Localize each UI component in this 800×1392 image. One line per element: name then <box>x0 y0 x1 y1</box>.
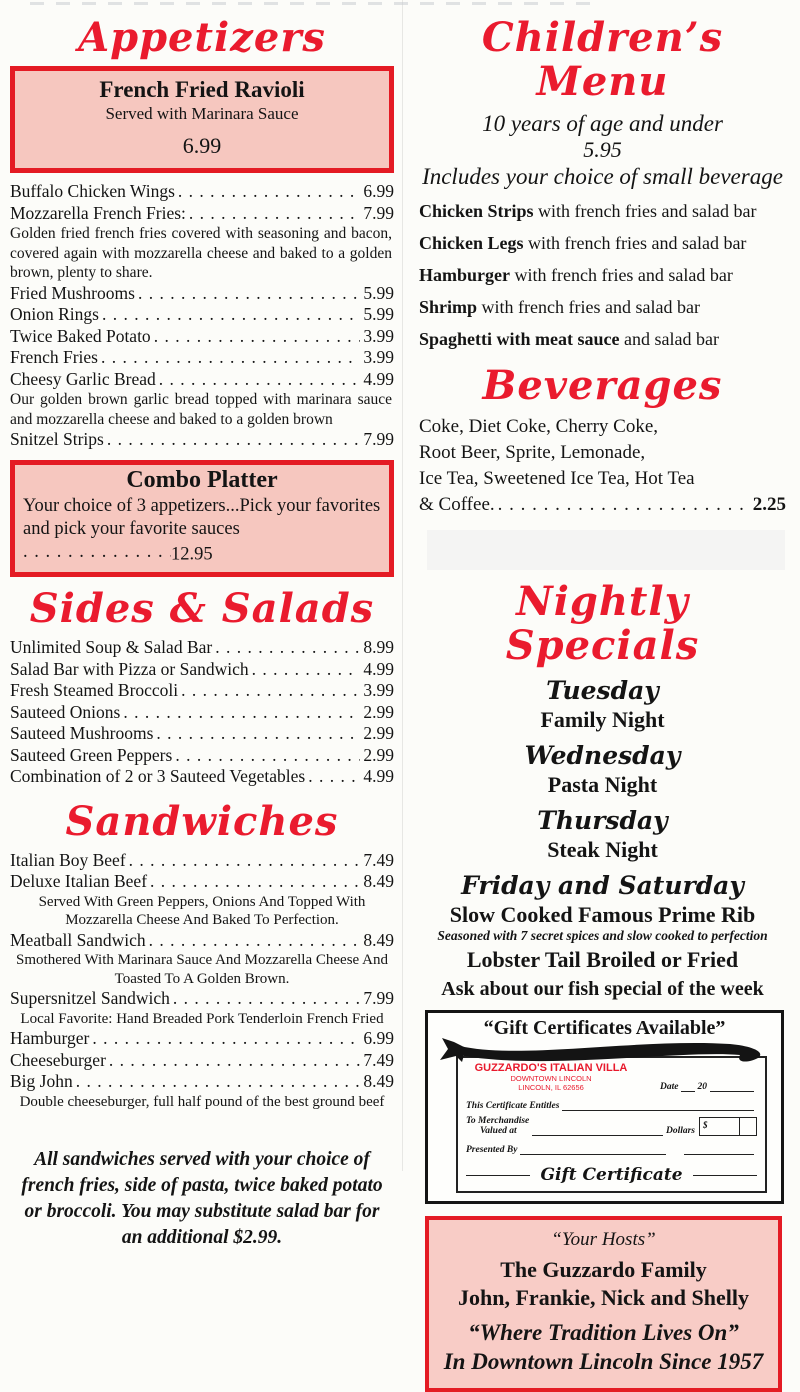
menu-item-price: 6.99 <box>363 1028 394 1048</box>
dollar-amount-box <box>699 1117 757 1136</box>
menu-item <box>10 871 394 930</box>
merchandise-row <box>466 1116 757 1136</box>
menu-item-subtext: Double cheeseburger, full half pound of the best ground beef <box>19 1093 385 1110</box>
footer-rule-right <box>693 1175 757 1176</box>
menu-item-name: Twice Baked Potato <box>10 325 151 346</box>
menu-item-price: 8.99 <box>363 637 394 657</box>
dot-leader <box>23 541 171 560</box>
entitles-row <box>466 1099 757 1111</box>
menu-item-row <box>10 850 394 872</box>
dot-leader <box>107 429 361 447</box>
menu-item <box>10 766 394 788</box>
beverages-lines <box>419 414 786 492</box>
special-note: Ask about our fish special of the week <box>441 978 764 1000</box>
menu-item-row <box>10 871 394 893</box>
menu-item-price: 7.49 <box>363 849 394 870</box>
menu-item <box>10 181 394 203</box>
menu-item <box>10 326 394 348</box>
menu-item-row <box>10 680 394 702</box>
menu-item-row <box>10 369 394 391</box>
combo-platter-title: Combo Platter <box>126 466 278 493</box>
menu-item-name: Onion Rings <box>10 304 99 324</box>
menu-item-row <box>10 347 394 369</box>
menu-item-row <box>10 766 394 788</box>
menu-item-row <box>10 702 394 724</box>
menu-item <box>10 283 394 305</box>
menu-item-row <box>10 930 394 952</box>
menu-item-name: Cheesy Garlic Bread <box>10 368 156 389</box>
menu-item-name: Combination of 2 or 3 Sauteed Vegetables <box>10 766 306 786</box>
dot-leader <box>150 871 360 889</box>
right-column <box>403 0 800 1374</box>
menu-item <box>10 930 394 989</box>
combo-platter-price: 12.95 <box>171 544 213 564</box>
menu-item <box>10 850 394 872</box>
certificate-business-block <box>466 1062 636 1092</box>
dot-leader <box>498 492 750 511</box>
dollar-sign: $ <box>700 1118 740 1135</box>
menu-item-name: French Fries <box>10 347 98 367</box>
childrens-item-name: Chicken Strips <box>419 201 534 221</box>
dot-leader <box>181 680 360 698</box>
certificate-footer <box>466 1165 757 1185</box>
hosts-family-name: The Guzzardo Family <box>500 1257 707 1282</box>
nightly-specials-list <box>419 676 786 1002</box>
dot-leader <box>102 304 360 322</box>
menu-item-subtext: Served With Green Peppers, Onions And Topped With Mozzarella Cheese And Baked To Perfection. <box>38 893 366 928</box>
menu-item-price: 7.99 <box>363 202 394 223</box>
menu-item <box>10 637 394 659</box>
special-subtext: Seasoned with 7 secret spices and slow cooked to perfection <box>437 928 768 943</box>
dot-leader <box>149 930 361 948</box>
hosts-location-line: In Downtown Lincoln Since 1957 <box>443 1349 764 1374</box>
menu-item-name: Sauteed Onions <box>10 701 121 722</box>
childrens-price: 5.95 <box>583 137 622 162</box>
dot-leader <box>101 347 360 365</box>
menu-item-price: 2.99 <box>363 723 394 743</box>
menu-item-name: Fresh Steamed Broccoli <box>10 680 179 700</box>
featured-item-desc: Served with Marinara Sauce <box>105 104 299 123</box>
menu-item-price: 2.99 <box>363 744 394 765</box>
sandwich-footnote: All sandwiches served with your choice of french fries, side of pasta, twice baked potato or broccoli. You may substitute salad bar for an additional $2.99. <box>21 1149 383 1248</box>
nightly-special-block <box>419 741 786 798</box>
beverages-heading: Beverages <box>482 362 723 409</box>
appetizers-list <box>10 181 394 451</box>
featured-item-price: 6.99 <box>182 133 222 158</box>
menu-item-row <box>10 181 394 203</box>
childrens-item-name: Chicken Legs <box>419 233 524 253</box>
menu-item-row <box>10 988 394 1010</box>
menu-item <box>10 680 394 702</box>
menu-item-row <box>10 326 394 348</box>
special-day: Wednesday <box>524 741 681 770</box>
childrens-item <box>419 232 786 254</box>
gift-certificate-box <box>425 1010 784 1204</box>
presented-blank-line <box>520 1143 666 1155</box>
dot-leader <box>154 326 361 344</box>
menu-item-price: 8.49 <box>363 871 394 891</box>
menu-item-name: Meatball Sandwich <box>10 929 146 950</box>
business-address-1: DOWNTOWN LINCOLN <box>510 1074 592 1083</box>
dot-leader <box>189 203 360 221</box>
business-address-2: LINCOLN, IL 62656 <box>518 1083 584 1092</box>
gift-certificate-form <box>456 1056 767 1193</box>
menu-item-name: Italian Boy Beef <box>10 849 126 870</box>
your-hosts-box <box>425 1216 782 1392</box>
menu-item-row <box>10 745 394 767</box>
special-title: Slow Cooked Famous Prime Rib <box>449 902 756 927</box>
menu-item <box>10 429 394 451</box>
menu-item-row <box>10 1071 394 1093</box>
sides-salads-list <box>10 637 394 788</box>
menu-item <box>10 723 394 745</box>
childrens-item <box>419 264 786 286</box>
childrens-item-rest: with french fries and salad bar <box>523 233 747 253</box>
menu-item-price: 4.99 <box>363 368 394 389</box>
sandwiches-heading: Sandwiches <box>65 797 339 845</box>
hosts-members: John, Frankie, Nick and Shelly <box>458 1285 749 1310</box>
footer-rule-left <box>466 1175 530 1176</box>
childrens-item-rest: with french fries and salad bar <box>533 201 757 221</box>
menu-item-price: 7.49 <box>363 1049 394 1070</box>
date-label: Date <box>660 1082 679 1092</box>
menu-item-price: 4.99 <box>363 658 394 679</box>
entitles-blank-line <box>562 1099 754 1111</box>
special-day: Thursday <box>537 806 668 835</box>
menu-item-name: Snitzel Strips <box>10 429 104 449</box>
appetizers-heading: Appetizers <box>78 14 326 61</box>
scan-artifact-gray-block <box>427 530 785 570</box>
beverage-line: Coke, Diet Coke, Cherry Coke, <box>419 416 659 437</box>
special-title: Family Night <box>540 707 665 732</box>
menu-item-row <box>10 304 394 326</box>
special-day: Friday and Saturday <box>461 871 744 900</box>
menu-item <box>10 659 394 681</box>
menu-item <box>10 347 394 369</box>
childrens-item-name: Hamburger <box>419 265 510 285</box>
scan-artifact-top-edge <box>30 2 590 5</box>
date-blank-line <box>681 1080 694 1092</box>
menu-item-price: 3.99 <box>363 680 394 700</box>
menu-item <box>10 745 394 767</box>
menu-item-name: Unlimited Soup & Salad Bar <box>10 637 213 657</box>
presented-by-label: Presented By <box>466 1145 518 1155</box>
menu-item <box>10 203 394 283</box>
combo-platter-box <box>10 460 394 578</box>
nightly-special-block <box>419 871 786 1002</box>
dot-leader <box>92 1028 360 1046</box>
dot-leader <box>156 723 360 741</box>
dot-leader <box>159 369 361 387</box>
menu-item-name: Cheeseburger <box>10 1049 106 1070</box>
cents-cell <box>740 1118 756 1135</box>
valued-blank-line <box>532 1124 663 1136</box>
featured-item-name: French Fried Ravioli <box>99 77 305 102</box>
childrens-item-rest: with french fries and salad bar <box>509 265 733 285</box>
gift-certificates-title: “Gift Certificates Available” <box>483 1017 726 1039</box>
menu-item <box>10 304 394 326</box>
presented-by-row <box>466 1143 757 1155</box>
menu-item-price: 4.99 <box>363 766 394 786</box>
sides-salads-heading: Sides & Salads <box>29 585 375 632</box>
beverage-line: Root Beer, Sprite, Lemonade, <box>419 442 646 463</box>
menu-item-row <box>10 429 394 451</box>
childrens-item <box>419 200 786 222</box>
childrens-item-name: Spaghetti with meat sauce <box>419 329 620 349</box>
special-title: Pasta Night <box>547 772 658 797</box>
childrens-item <box>419 328 786 350</box>
menu-item-price: 7.99 <box>363 429 394 449</box>
date-row <box>636 1062 757 1092</box>
dot-leader <box>308 766 360 784</box>
special-title: Steak Night <box>547 837 658 862</box>
your-hosts-quote: “Your Hosts” <box>551 1229 656 1250</box>
childrens-item-rest: with french fries and salad bar <box>477 297 700 317</box>
coffee-row <box>419 492 786 518</box>
special-day: Tuesday <box>546 676 659 705</box>
merchandise-label: To Merchandise <box>466 1116 530 1126</box>
menu-item-price: 6.99 <box>363 181 394 201</box>
coffee-price: 2.25 <box>752 494 786 515</box>
dollars-label: Dollars <box>665 1126 695 1136</box>
special-title-2: Lobster Tail Broiled or Fried <box>466 947 739 972</box>
dot-leader <box>109 1050 360 1068</box>
dot-leader <box>129 850 361 868</box>
menu-item-name: Sauteed Green Peppers <box>10 744 173 765</box>
menu-item-row <box>10 723 394 745</box>
dot-leader <box>178 181 360 199</box>
menu-item-row <box>10 1050 394 1072</box>
childrens-item-name: Shrimp <box>419 297 478 317</box>
dot-leader <box>215 637 360 655</box>
coffee-label: & Coffee. <box>419 494 495 515</box>
childrens-item-rest: and salad bar <box>619 329 719 349</box>
menu-item-price: 7.99 <box>363 988 394 1008</box>
menu-item-name: Buffalo Chicken Wings <box>10 181 175 201</box>
childrens-items-list <box>419 200 786 350</box>
gift-certificate-script-label: Gift Certificate <box>540 1165 683 1185</box>
menu-item <box>10 1050 394 1072</box>
menu-item <box>10 702 394 724</box>
french-fried-ravioli-box <box>10 66 394 173</box>
menu-item-subtext: Local Favorite: Hand Breaded Pork Tenderloin French Fried <box>20 1010 384 1027</box>
valued-at-label: Valued at <box>480 1126 517 1136</box>
nightly-specials-heading: Nightly Specials <box>505 578 700 669</box>
menu-item-price: 3.99 <box>363 347 394 367</box>
childrens-item <box>419 296 786 318</box>
menu-item-row <box>10 1028 394 1050</box>
menu-item-price: 5.99 <box>363 304 394 324</box>
year-prefix: 20 <box>697 1082 707 1092</box>
menu-item-subtext: Smothered With Marinara Sauce And Mozzarella Cheese And Toasted To A Golden Brown. <box>16 952 388 987</box>
hosts-motto: “Where Tradition Lives On” <box>468 1320 739 1345</box>
menu-item <box>10 1071 394 1111</box>
sandwiches-list <box>10 850 394 1112</box>
menu-item-description: Our golden brown garlic bread topped with marinara sauce and mozzarella cheese and baked to a golden brown <box>10 391 392 428</box>
nightly-special-block <box>419 806 786 863</box>
menu-item-price: 8.49 <box>363 929 394 950</box>
year-blank-line <box>710 1080 754 1092</box>
dot-leader <box>76 1071 361 1089</box>
menu-item-name: Sauteed Mushrooms <box>10 723 154 743</box>
menu-item-row <box>10 659 394 681</box>
menu-item-description: Golden fried french fries covered with seasoning and bacon, covered again with mozzarella cheese and baked to a golden brown, plenty to share. <box>10 225 392 281</box>
menu-item-name: Salad Bar with Pizza or Sandwich <box>10 658 249 679</box>
menu-item-row <box>10 203 394 225</box>
childrens-menu-heading: Children’s Menu <box>481 14 724 105</box>
menu-item-price: 5.99 <box>363 282 394 303</box>
menu-item-name: Hamburger <box>10 1028 90 1048</box>
beverage-line: Ice Tea, Sweetened Ice Tea, Hot Tea <box>419 468 695 489</box>
dot-leader <box>123 702 360 720</box>
combo-platter-desc: Your choice of 3 appetizers...Pick your favorites and pick your favorite sauces <box>23 495 381 539</box>
dot-leader <box>252 659 361 677</box>
menu-item-name: Deluxe Italian Beef <box>10 871 148 891</box>
childrens-beverage-line: Includes your choice of small beverage <box>422 164 783 189</box>
menu-item <box>10 1028 394 1050</box>
presented-blank-line-2 <box>684 1143 754 1155</box>
menu-item-name: Fried Mushrooms <box>10 282 135 303</box>
business-name: GUZZARDO'S ITALIAN VILLA <box>474 1062 628 1074</box>
menu-item-row <box>10 283 394 305</box>
menu-item-name: Big John <box>10 1071 73 1091</box>
nightly-special-block <box>419 676 786 733</box>
menu-item-row <box>10 637 394 659</box>
menu-item <box>10 369 394 430</box>
dot-leader <box>173 988 360 1006</box>
dot-leader <box>138 283 360 301</box>
dot-leader <box>175 745 360 763</box>
menu-item <box>10 988 394 1028</box>
left-column <box>0 0 403 1248</box>
combo-platter-text <box>23 495 381 567</box>
menu-item-price: 3.99 <box>363 325 394 346</box>
menu-item-price: 2.99 <box>363 701 394 722</box>
menu-item-price: 8.49 <box>363 1071 394 1091</box>
entitles-label: This Certificate Entitles <box>466 1101 560 1111</box>
menu-item-name: Mozzarella French Fries: <box>10 202 186 223</box>
childrens-age-line: 10 years of age and under <box>482 111 723 136</box>
menu-item-name: Supersnitzel Sandwich <box>10 988 170 1008</box>
